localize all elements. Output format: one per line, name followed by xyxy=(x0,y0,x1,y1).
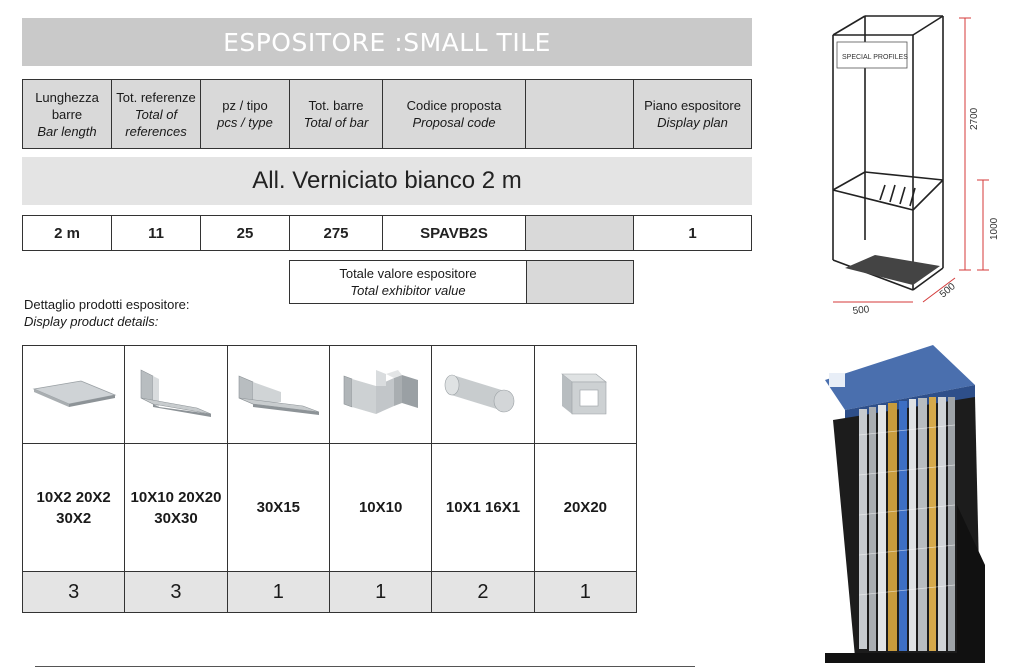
value-cell: 11 xyxy=(112,216,201,251)
product-sizes: 10X2 20X2 30X2 xyxy=(23,444,125,572)
product-count: 3 xyxy=(125,572,227,613)
display-stand-photo xyxy=(815,335,995,670)
value-cell: 275 xyxy=(290,216,383,251)
value-cell: 25 xyxy=(201,216,290,251)
header-cell: Piano espositore Display plan xyxy=(634,80,752,149)
header-cell: Tot. barre Total of bar xyxy=(290,80,383,149)
page-title: ESPOSITORE :SMALL TILE xyxy=(22,18,752,66)
divider xyxy=(35,666,695,667)
u-channel-profile-icon xyxy=(329,346,431,444)
product-sizes: 10X10 20X20 30X30 xyxy=(125,444,227,572)
product-sizes: 20X20 xyxy=(534,444,636,572)
display-stand-drawing xyxy=(815,10,1015,320)
header-table xyxy=(22,79,752,149)
product-count: 1 xyxy=(534,572,636,613)
finish-label: All. Verniciato bianco 2 m xyxy=(22,157,752,205)
value-cell: SPAVB2S xyxy=(383,216,526,251)
value-cell: 2 m xyxy=(23,216,112,251)
values-table xyxy=(22,215,752,251)
product-count: 1 xyxy=(227,572,329,613)
product-count: 3 xyxy=(23,572,125,613)
mid-height-label: 1000 xyxy=(989,217,1000,240)
header-cell: Tot. referenze Total of references xyxy=(112,80,201,149)
value-cell: 1 xyxy=(634,216,752,251)
round-rod-profile-icon xyxy=(432,346,534,444)
product-sizes: 10X10 xyxy=(329,444,431,572)
product-sizes: 10X1 16X1 xyxy=(432,444,534,572)
total-label: Totale valore espositore Total exhibitor value xyxy=(290,261,527,304)
value-cell xyxy=(526,216,634,251)
header-cell: Codice proposta Proposal code xyxy=(383,80,526,149)
product-count: 2 xyxy=(432,572,534,613)
width-label: 500 xyxy=(852,304,870,317)
equal-angle-profile-icon xyxy=(125,346,227,444)
product-sizes: 30X15 xyxy=(227,444,329,572)
detail-caption: Dettaglio prodotti espositore: Display product details: xyxy=(24,297,190,329)
total-table xyxy=(289,260,634,304)
header-cell: Lunghezza barre Bar length xyxy=(23,80,112,149)
stand-brand-label: SPECIAL PROFILES xyxy=(842,54,908,61)
header-cell xyxy=(526,80,634,149)
products-table xyxy=(22,345,637,613)
flat-bar-profile-icon xyxy=(23,346,125,444)
header-cell: pz / tipo pcs / type xyxy=(201,80,290,149)
depth-label: 500 xyxy=(937,281,958,301)
height-label: 2700 xyxy=(969,107,980,130)
total-value xyxy=(527,261,634,304)
square-tube-profile-icon xyxy=(534,346,636,444)
product-count: 1 xyxy=(329,572,431,613)
unequal-angle-profile-icon xyxy=(227,346,329,444)
